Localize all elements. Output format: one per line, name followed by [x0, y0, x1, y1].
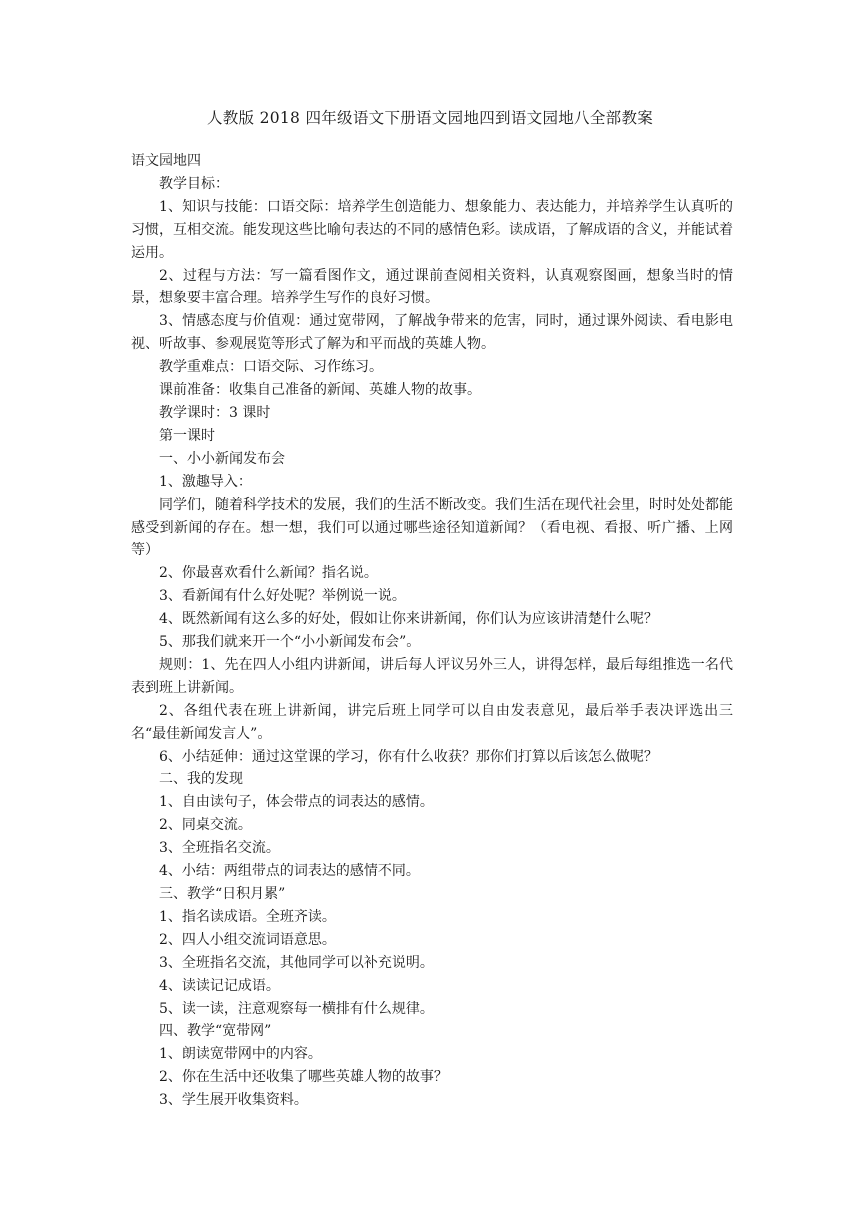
paragraph: 4、既然新闻有这么多的好处，假如让你来讲新闻，你们认为应该讲清楚什么呢？: [159, 611, 658, 628]
paragraph: 教学课时：3 课时: [159, 404, 271, 421]
paragraph: 第一课时: [159, 427, 215, 444]
paragraph: 2、各组代表在班上讲新闻，讲完后班上同学可以自由发表意见，最后举手表决评选出三名“最佳新闻发言人”。: [131, 702, 733, 742]
paragraph: 教学目标：: [159, 175, 229, 192]
section-heading: 语文园地四: [131, 153, 201, 169]
paragraph: 1、朗读宽带网中的内容。: [159, 1046, 322, 1063]
paragraph: 4、小结：两组带点的词表达的感情不同。: [159, 863, 420, 880]
paragraph: 2、你在生活中还收集了哪些英雄人物的故事？: [159, 1069, 448, 1086]
paragraph: 2、过程与方法：写一篇看图作文，通过课前查阅相关资料，认真观察图画，想象当时的情景，想象要丰富合理。培养学生写作的良好习惯。: [131, 267, 733, 307]
paragraph: 同学们，随着科学技术的发展，我们的生活不断改变。我们生活在现代社会里，时时处处都能感受到新闻的存在。想一想，我们可以通过哪些途径知道新闻？（看电视、看报、听广播、上网等）: [131, 496, 733, 559]
paragraph: 3、情感态度与价值观：通过宽带网，了解战争带来的危害，同时，通过课外阅读、看电影电视、听故事、参观展览等形式了解为和平而战的英雄人物。: [131, 313, 733, 353]
paragraph: 课前准备：收集自己准备的新闻、英雄人物的故事。: [159, 382, 481, 399]
paragraph: 一、小小新闻发布会: [159, 450, 285, 467]
paragraph: 3、全班指名交流。: [159, 840, 280, 857]
paragraph: 5、读一读，注意观察每一横排有什么规律。: [159, 1000, 434, 1017]
paragraph: 三、教学“日积月累”: [159, 886, 286, 902]
paragraph: 6、小结延伸：通过这堂课的学习，你有什么收获？那你们打算以后该怎么做呢？: [159, 748, 658, 765]
paragraph: 教学重难点：口语交际、习作练习。: [159, 359, 383, 376]
document-title: 人教版 2018 四年级语文下册语文园地四到语文园地八全部教案: [206, 109, 654, 127]
paragraph: 3、全班指名交流，其他同学可以补充说明。: [159, 954, 434, 971]
document-body: [131, 150, 733, 1112]
paragraph: 1、激趣导入：: [159, 473, 252, 490]
paragraph: 3、看新闻有什么好处呢？举例说一说。: [159, 588, 406, 605]
paragraph: 2、同桌交流。: [159, 817, 252, 834]
paragraph: 3、学生展开收集资料。: [159, 1092, 308, 1109]
paragraph: 2、你最喜欢看什么新闻？指名说。: [159, 565, 378, 582]
paragraph: 1、指名读成语。全班齐读。: [159, 908, 336, 925]
paragraph: 2、四人小组交流词语意思。: [159, 931, 336, 948]
paragraph: 规则：1、先在四人小组内讲新闻，讲后每人评议另外三人，讲得怎样，最后每组推选一名代表到班上讲新闻。: [131, 656, 733, 696]
paragraph: 4、读读记记成语。: [159, 977, 280, 994]
paragraph: 1、知识与技能：口语交际：培养学生创造能力、想象能力、表达能力，并培养学生认真听的习惯，互相交流。能发现这些比喻句表达的不同的感情色彩。读成语，了解成语的含义，并能试着运用。: [131, 198, 733, 261]
paragraph: 1、自由读句子，体会带点的词表达的感情。: [159, 794, 434, 811]
paragraph: 5、那我们就来开一个“小小新闻发布会”。: [159, 634, 421, 651]
paragraph: 二、我的发现: [159, 771, 243, 788]
paragraph: 四、教学“宽带网”: [159, 1023, 272, 1040]
